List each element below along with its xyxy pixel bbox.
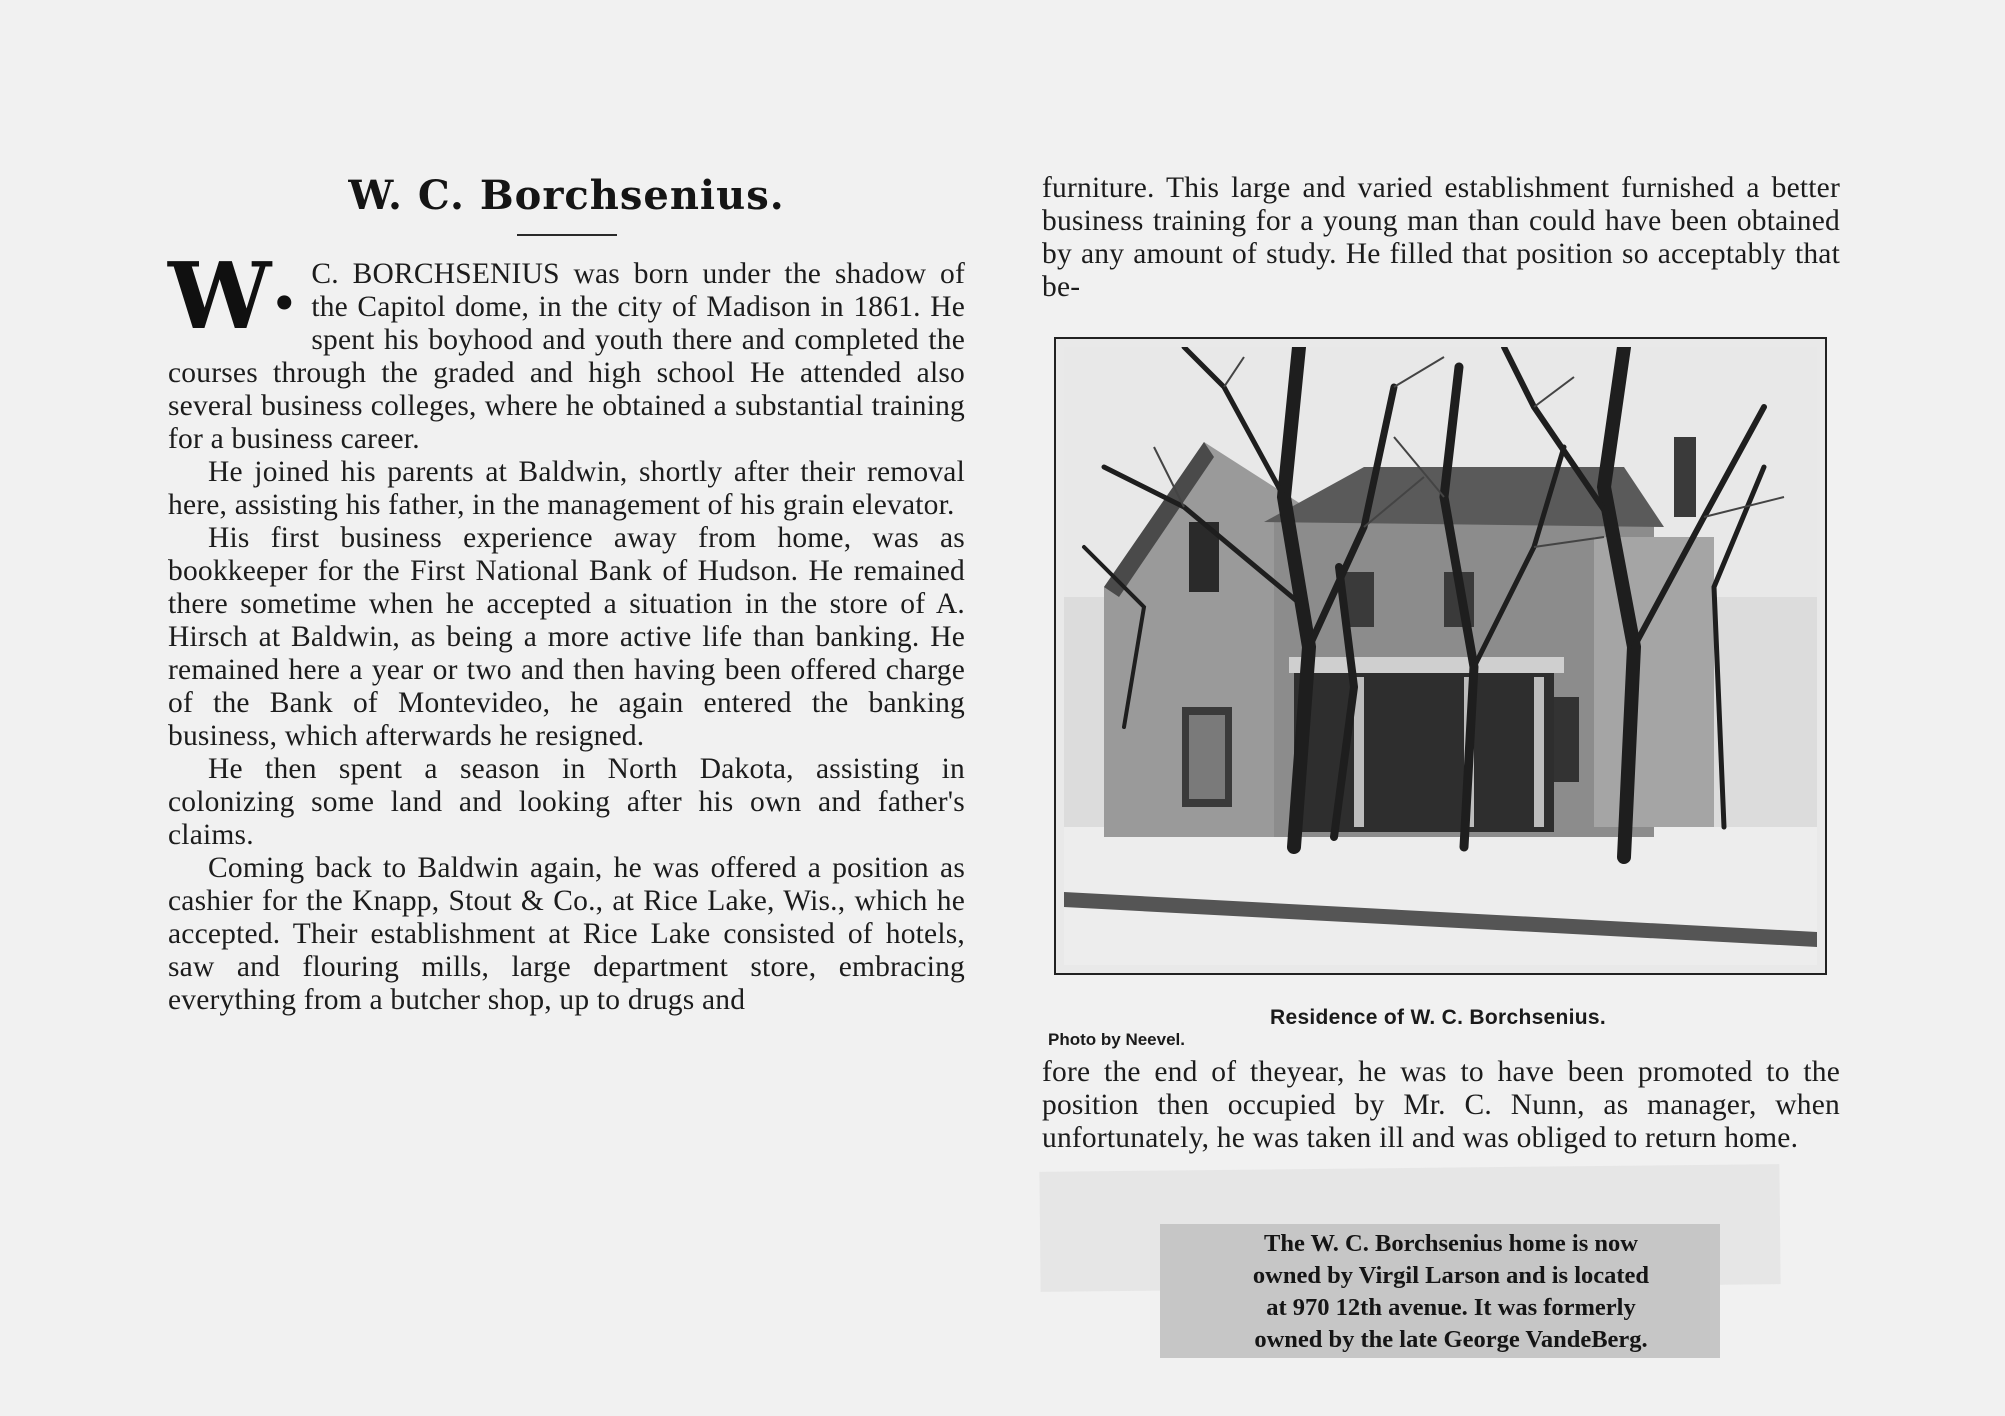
paragraph-4: He then spent a season in North Dakota, assisting in colonizing some land and looking after his own and father's claims. [168,753,965,851]
photo-credit: Photo by Neevel. [1048,1030,1185,1049]
right-column-top [1042,172,1840,304]
left-column [168,172,965,1017]
drop-cap: W• [168,242,298,350]
paragraph-6: furniture. This large and varied establishment furnished a better business training for a young man than could have been obtained by any amount of study. He filled that position so acceptably that be- [1042,172,1840,303]
right-column-bottom [1042,1056,1840,1155]
paragraph-5: Coming back to Baldwin again, he was offered a position as cashier for the Knapp, Stout & Co., at Rice Lake, Wis., which he accepted. Their establishment at Rice Lake consisted of hotels, saw and flouring mills, large department store, embracing everything from a butcher shop, up to drugs and [168,852,965,1016]
paragraph-7: fore the end of theyear, he was to have been promoted to the position then occupied by Mr. C. Nunn, as manager, when unfortunately, he was taken ill and was obliged to return home. [1042,1056,1840,1154]
clipping-line-2: owned by Virgil Larson and is located [1252,1262,1650,1289]
photo-caption: Residence of W. C. Borchsenius. [1270,1006,1607,1029]
clipping-line-4: owned by the late George VandeBerg. [1254,1326,1648,1353]
clipping-line-1: The W. C. Borchsenius home is now [1264,1230,1638,1257]
paragraph-3: His first business experience away from home, was as bookkeeper for the First National Bank of Hudson. He remained there sometime when he accepted a situation in the store of A. Hirsch at Baldwin, as being a more active life than banking. He remained here a year or two and then having been offered charge of the Bank of Montevideo, he again entered the banking business, which afterwards he resigned. [168,522,965,752]
paragraph-2: He joined his parents at Baldwin, shortly after their removal here, assisting his father, in the management of his grain elevator. [168,456,965,521]
clipping-line-3: at 970 12th avenue. It was formerly [1266,1294,1636,1321]
residence-photo [1054,337,1827,975]
paragraph-1: W• C. BORCHSENIUS was born under the shadow of the Capitol dome, in the city of Madison in 1861. He spent his boyhood and youth there and completed the courses through the graded and high school He attended also several business colleges, where he obtained a substantial training for a business career. [168,242,965,455]
article-title: W. C. Borchsenius. [348,172,785,219]
title-divider [517,234,617,236]
house-photo-illustration [1064,347,1817,965]
newspaper-clipping [1160,1224,1720,1358]
